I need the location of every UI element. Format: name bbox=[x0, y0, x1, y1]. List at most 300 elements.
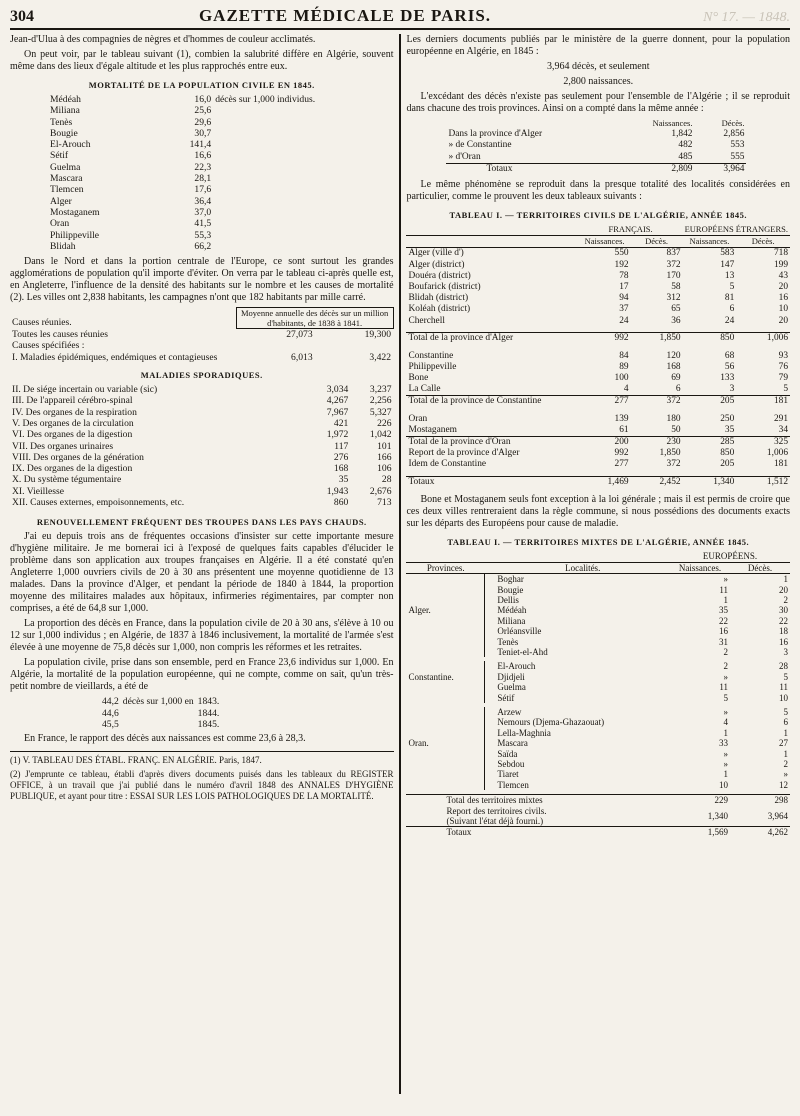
group-bracket bbox=[485, 749, 496, 759]
deaths-value: 28 bbox=[779, 661, 788, 672]
causes-table bbox=[10, 307, 394, 363]
table-row bbox=[10, 429, 394, 440]
col-provinces: Provinces. bbox=[406, 562, 484, 573]
empty-cell bbox=[406, 749, 484, 759]
rate-note: décès sur 1,000 en bbox=[122, 696, 194, 708]
births-total: 1,569 bbox=[670, 827, 730, 838]
locality-label: Philippeville bbox=[408, 361, 457, 372]
mortality-rate: 66,2 bbox=[194, 240, 212, 252]
table-row bbox=[406, 827, 790, 838]
table-row bbox=[406, 282, 790, 293]
table-row bbox=[10, 150, 394, 161]
locality-label: Sétif bbox=[497, 692, 515, 703]
total-sublabel: (Suivant l'état déjà fourni.) bbox=[446, 816, 544, 827]
births-value: » bbox=[723, 671, 728, 682]
locality-label: Cherchell bbox=[408, 315, 445, 326]
table-row bbox=[406, 384, 790, 396]
table-row bbox=[406, 436, 790, 448]
deaths-value: 6 bbox=[783, 717, 788, 728]
col-deaths: Décès. bbox=[730, 562, 790, 573]
table-row bbox=[10, 94, 394, 105]
rate-note: décès sur 1,000 individus. bbox=[215, 94, 316, 105]
empty-cell bbox=[406, 707, 484, 717]
rural-value: 5,327 bbox=[369, 406, 392, 418]
table-row bbox=[406, 780, 790, 790]
cause-label: II. De siége incertain ou variable (sic) bbox=[12, 384, 158, 396]
table-row bbox=[10, 230, 394, 241]
locality-label: Blidah (district) bbox=[408, 293, 469, 304]
group-bracket bbox=[485, 626, 496, 636]
table-row bbox=[406, 806, 790, 827]
births-value: » bbox=[723, 748, 728, 759]
births-line: 2,800 naissances. bbox=[563, 76, 634, 87]
french-births: 100 bbox=[614, 372, 629, 383]
group-europeans: EUROPÉENS. bbox=[702, 551, 758, 562]
year: 1844. bbox=[197, 707, 220, 719]
urban-value: 7,967 bbox=[326, 406, 349, 418]
table-row bbox=[406, 661, 790, 671]
table-row bbox=[10, 139, 394, 150]
place-name: Philippeville bbox=[50, 229, 100, 241]
foreign-deaths: 199 bbox=[773, 259, 788, 270]
group-bracket bbox=[485, 574, 496, 585]
table-row bbox=[406, 707, 790, 717]
causes-header: Moyenne annuelle des décès sur un million d'habitants, de 1838 à 1841. bbox=[236, 308, 393, 329]
locality-label: Tiaret bbox=[497, 769, 519, 780]
foreign-births: 6 bbox=[729, 304, 735, 315]
province-label: Constantine. bbox=[408, 671, 454, 682]
page-header bbox=[10, 6, 790, 30]
locality-label: La Calle bbox=[408, 384, 441, 395]
table-row bbox=[406, 637, 790, 647]
death-rate: 44,2 bbox=[102, 696, 119, 708]
group-bracket bbox=[485, 717, 496, 727]
french-births: 84 bbox=[619, 350, 629, 361]
births-value: 31 bbox=[719, 636, 728, 647]
province-label: Alger. bbox=[408, 605, 431, 616]
mortality-rate: 141,4 bbox=[189, 139, 212, 151]
french-births: 89 bbox=[619, 361, 629, 372]
empty-cell bbox=[406, 780, 484, 790]
rate-note bbox=[213, 139, 393, 150]
place-name: Sétif bbox=[50, 150, 69, 162]
locality-label: Idem de Constantine bbox=[408, 459, 487, 470]
foreign-births: 81 bbox=[724, 293, 735, 304]
table-row bbox=[406, 749, 790, 759]
births-value: 22 bbox=[719, 615, 728, 626]
cause-label: IX. Des organes de la digestion bbox=[12, 463, 133, 475]
births-value: » bbox=[723, 759, 728, 769]
group-bracket bbox=[485, 707, 496, 717]
french-deaths: 2,452 bbox=[631, 477, 683, 489]
table-row bbox=[406, 759, 790, 769]
table-row bbox=[446, 140, 746, 151]
group-bracket bbox=[485, 738, 496, 748]
deaths-value: 30 bbox=[779, 605, 788, 616]
french-births: 992 bbox=[614, 448, 629, 459]
deaths-value: 3 bbox=[783, 646, 788, 657]
urban-value: 421 bbox=[333, 417, 349, 429]
foreign-deaths: 181 bbox=[773, 459, 788, 470]
locality-label: Boufarick (district) bbox=[408, 282, 481, 293]
col-deaths: Décès. bbox=[736, 236, 790, 248]
table-row bbox=[10, 352, 393, 363]
rural-value: 19,300 bbox=[364, 329, 392, 341]
french-births: 1,469 bbox=[579, 477, 631, 489]
foreign-births: 205 bbox=[683, 396, 737, 408]
rural-value: 28 bbox=[381, 474, 392, 486]
french-births: 277 bbox=[614, 459, 629, 470]
table-row bbox=[10, 441, 394, 452]
deaths-value: 1 bbox=[783, 727, 788, 738]
empty-cell bbox=[406, 647, 484, 657]
births-value: 10 bbox=[719, 779, 728, 790]
table-row bbox=[10, 128, 394, 139]
paragraph: Bone et Mostaganem seuls font exception à la loi générale ; mais il est permis de croire que ces deux villes rentreraient dans la règle commune, si nous possédions des documents exacts sur les départs des Européens pour cause de maladie. bbox=[406, 494, 790, 530]
cause-label: IV. Des organes de la respiration bbox=[12, 406, 137, 418]
total-label: Total des territoires mixtes bbox=[406, 795, 670, 806]
foreign-births: 68 bbox=[724, 350, 735, 361]
col-births: Naissances. bbox=[683, 236, 737, 248]
mortality-rate: 22,3 bbox=[194, 161, 212, 173]
deaths-table bbox=[100, 696, 221, 730]
locality-label: Tlemcen bbox=[497, 779, 529, 790]
mortality-rate: 30,7 bbox=[194, 127, 212, 139]
mortality-rate: 36,4 bbox=[194, 195, 212, 207]
locality-label: Alger (ville d') bbox=[408, 248, 464, 259]
rate-note bbox=[121, 708, 196, 719]
mortality-rate: 25,6 bbox=[194, 105, 212, 117]
deaths-value: 5 bbox=[783, 706, 788, 717]
place-name: Bougie bbox=[50, 127, 78, 139]
table-row bbox=[406, 351, 790, 362]
foreign-deaths: 93 bbox=[778, 350, 788, 361]
french-deaths: 837 bbox=[666, 248, 681, 259]
mortality-rate: 37,0 bbox=[194, 206, 212, 218]
cause-label: VII. Des organes urinaires bbox=[12, 440, 114, 452]
table-row bbox=[406, 248, 790, 260]
footnotes bbox=[10, 751, 394, 802]
group-bracket bbox=[485, 693, 496, 703]
death-rate: 44,6 bbox=[102, 707, 119, 719]
empty-cell bbox=[406, 717, 484, 727]
locality-label: Saïda bbox=[497, 748, 518, 759]
province-label: Dans la province d'Alger bbox=[448, 129, 543, 140]
rate-note bbox=[213, 162, 393, 173]
table-row bbox=[406, 425, 790, 437]
causes-col-label: Causes réunies. bbox=[12, 317, 72, 329]
locality-label: Total de la province de Constantine bbox=[406, 396, 578, 408]
deaths-line: 3,964 décès, et seulement bbox=[547, 61, 650, 72]
group-bracket bbox=[485, 585, 496, 595]
urban-value: 117 bbox=[334, 440, 349, 452]
table-row bbox=[406, 595, 790, 605]
place-name: Oran bbox=[50, 218, 70, 230]
deaths-value: 12 bbox=[779, 779, 788, 790]
urban-value: 860 bbox=[333, 497, 349, 509]
province-label: » de Constantine bbox=[448, 140, 512, 151]
locality-label: El-Arouch bbox=[497, 661, 536, 672]
locality-label: Miliana bbox=[497, 615, 526, 626]
group-bracket bbox=[485, 780, 496, 790]
table-row bbox=[10, 486, 394, 497]
french-deaths: 69 bbox=[671, 372, 681, 383]
rate-note bbox=[213, 150, 393, 161]
left-column bbox=[10, 34, 394, 1094]
french-deaths: 1,850 bbox=[631, 333, 683, 345]
empty-cell bbox=[406, 693, 484, 703]
foreign-births: 13 bbox=[724, 270, 735, 281]
col-deaths: Décès. bbox=[631, 236, 683, 248]
deaths-value: 2,856 bbox=[723, 129, 745, 140]
foreign-deaths: 16 bbox=[778, 293, 788, 304]
paragraph: Les derniers documents publiés par le ministère de la guerre donnent, pour la population européenne en Algérie, en 1845 : bbox=[406, 34, 790, 57]
foreign-births: 147 bbox=[720, 259, 735, 270]
foreign-deaths: 43 bbox=[778, 270, 788, 281]
births-value: 1 bbox=[723, 727, 728, 738]
rate-note bbox=[213, 184, 393, 195]
mixed-territories-table bbox=[406, 551, 790, 838]
births-value: 5 bbox=[723, 692, 728, 703]
french-deaths: 1,850 bbox=[659, 448, 681, 459]
table-row bbox=[10, 407, 394, 418]
table-row bbox=[406, 316, 790, 327]
table-row bbox=[406, 477, 790, 489]
empty-cell bbox=[406, 759, 484, 769]
col-births: Naissances. bbox=[670, 562, 730, 573]
place-name: Médéah bbox=[50, 94, 81, 105]
rural-value: 3,422 bbox=[369, 351, 392, 363]
paragraph: La population civile, prise dans son ensemble, perd en France 23,6 individus sur 1,000. En Algérie, la mortalité de la population européenne, qui ne compte, comme on sait, qu'un très-petit nombre de vieillards, a été de bbox=[10, 657, 394, 693]
total-label: Totaux bbox=[406, 827, 670, 838]
cause-label: XII. Causes externes, empoisonnements, etc. bbox=[12, 497, 185, 509]
table-row bbox=[100, 708, 221, 719]
deaths-value: 1 bbox=[783, 574, 788, 585]
table-row bbox=[10, 384, 394, 395]
group-bracket bbox=[485, 728, 496, 738]
journal-title: GAZETTE MÉDICALE DE PARIS. bbox=[198, 6, 492, 25]
locality-label: Teniet-el-Ahd bbox=[497, 646, 548, 657]
place-name: Mascara bbox=[50, 173, 83, 185]
total-label: Report des territoires civils. (Suivant l'état déjà fourni.) bbox=[406, 806, 670, 827]
cause-label: III. De l'appareil cérébro-spinal bbox=[12, 395, 133, 407]
births-value: 33 bbox=[719, 738, 728, 749]
table-row bbox=[446, 152, 746, 164]
births-value: 4 bbox=[723, 717, 728, 728]
locality-label: Tenès bbox=[497, 636, 519, 647]
table-row bbox=[406, 574, 790, 585]
table-row bbox=[406, 333, 790, 345]
deaths-value: 1 bbox=[783, 748, 788, 759]
deaths-total: 298 bbox=[730, 795, 790, 806]
right-column bbox=[406, 34, 790, 1094]
col-births: Naissances. bbox=[652, 118, 693, 128]
foreign-births: 133 bbox=[720, 372, 735, 383]
table-row bbox=[10, 474, 394, 485]
locality-label: Bougie bbox=[497, 584, 524, 595]
french-deaths: 120 bbox=[666, 350, 681, 361]
births-value: 1,842 bbox=[671, 129, 693, 140]
table-row bbox=[10, 184, 394, 195]
rate-note bbox=[213, 173, 393, 184]
group-bracket bbox=[485, 682, 496, 692]
total-births: 2,809 bbox=[642, 163, 694, 175]
table-row bbox=[100, 696, 221, 707]
group-bracket bbox=[485, 672, 496, 682]
births-value: 35 bbox=[719, 605, 728, 616]
empty-cell bbox=[406, 769, 484, 779]
locality-label: Bone bbox=[408, 372, 429, 383]
rural-value: 166 bbox=[377, 451, 392, 463]
table-row bbox=[10, 196, 394, 207]
locality-label: Report de la province d'Alger bbox=[408, 448, 520, 459]
locality-label: Mascara bbox=[497, 738, 528, 749]
table-row bbox=[406, 605, 790, 615]
french-deaths: 6 bbox=[675, 384, 681, 395]
french-births: 992 bbox=[579, 333, 631, 345]
locality-label: Arzew bbox=[497, 706, 522, 717]
deaths-value: 11 bbox=[779, 682, 788, 693]
french-deaths: 65 bbox=[671, 304, 681, 315]
deaths-value: 20 bbox=[779, 584, 788, 595]
deaths-value: 16 bbox=[779, 636, 788, 647]
births-value: 482 bbox=[678, 140, 693, 151]
urban-value: 1,943 bbox=[326, 485, 349, 497]
table-row bbox=[10, 452, 394, 463]
french-deaths: 372 bbox=[666, 459, 681, 470]
urban-value: 1,972 bbox=[326, 429, 349, 441]
paragraph: On peut voir, par le tableau suivant (1), combien la salubrité diffère en Algérie, souvent même dans des lieux d'égale altitude et les plus rapprochés entre eux. bbox=[10, 49, 394, 72]
section-heading: MORTALITÉ DE LA POPULATION CIVILE EN 1845. bbox=[88, 80, 315, 90]
table-row bbox=[406, 693, 790, 703]
foreign-births: 24 bbox=[724, 315, 735, 326]
french-births: 61 bbox=[619, 424, 629, 435]
french-births: 192 bbox=[614, 259, 629, 270]
deaths-total: 4,262 bbox=[730, 827, 790, 838]
place-name: Miliana bbox=[50, 105, 80, 117]
group-bracket bbox=[485, 616, 496, 626]
rural-value: 713 bbox=[377, 497, 392, 509]
french-births: 4 bbox=[623, 384, 629, 395]
deaths-value: 553 bbox=[730, 140, 745, 151]
cause-label: VI. Des organes de la digestion bbox=[12, 429, 133, 441]
table-row bbox=[406, 616, 790, 626]
place-name: Tenès bbox=[50, 116, 73, 128]
foreign-births: 3 bbox=[729, 384, 735, 395]
foreign-deaths: 1,512 bbox=[736, 477, 790, 489]
table-row bbox=[406, 373, 790, 384]
births-value: 16 bbox=[719, 626, 728, 637]
province-table bbox=[446, 118, 746, 175]
foreign-births: 850 bbox=[720, 448, 735, 459]
births-value: 11 bbox=[719, 584, 728, 595]
paragraph: Jean-d'Ulua à des compagnies de nègres et d'hommes de couleur acclimatés. bbox=[10, 34, 316, 45]
cause-label: I. Maladies épidémiques, endémiques et contagieuses bbox=[12, 351, 218, 363]
births-value: » bbox=[723, 574, 728, 585]
table-row bbox=[10, 340, 393, 351]
foreign-births: 850 bbox=[683, 333, 737, 345]
page-number: 304 bbox=[10, 8, 34, 25]
table-row bbox=[10, 117, 394, 128]
foreign-births: 5 bbox=[729, 282, 735, 293]
rate-note bbox=[213, 207, 393, 218]
place-name: Tlemcen bbox=[50, 184, 84, 196]
table-row bbox=[406, 585, 790, 595]
french-deaths: 180 bbox=[666, 413, 681, 424]
mortality-rate: 16,0 bbox=[194, 94, 212, 105]
births-value: » bbox=[723, 706, 728, 717]
locality-label: Mostaganem bbox=[408, 424, 457, 435]
foreign-births: 205 bbox=[720, 459, 735, 470]
urban-value: 276 bbox=[333, 451, 349, 463]
mortality-table bbox=[10, 94, 394, 252]
foreign-deaths: 76 bbox=[778, 361, 788, 372]
table-title: TABLEAU I. — TERRITOIRES MIXTES DE L'ALGÉRIE, ANNÉE 1845. bbox=[447, 537, 750, 548]
column-rule bbox=[399, 34, 402, 1094]
paragraph: Dans le Nord et dans la portion centrale de l'Europe, ce sont surtout les grandes agglomérations de population qu'il importe d'éviter. On verra par le tableau ci-après quelle est, en Angleterre, l'influence de la densité des habitants sur le nombre et les causes de mortalité (2). Les villes ont 2,838 habitants, les campagnes n'ont que 182 habitants par mille carré. bbox=[10, 256, 394, 304]
table-row bbox=[406, 414, 790, 425]
empty-cell bbox=[406, 616, 484, 626]
rate-note bbox=[213, 128, 393, 139]
deaths-value: 555 bbox=[730, 151, 745, 162]
table-row bbox=[406, 626, 790, 636]
mortality-rate: 17,6 bbox=[194, 184, 212, 196]
table-row bbox=[406, 672, 790, 682]
paragraph: En France, le rapport des décès aux naissances est comme 23,6 à 28,3. bbox=[24, 733, 306, 745]
rate-note bbox=[213, 196, 393, 207]
deaths-value: » bbox=[783, 769, 788, 780]
sporadic-table bbox=[10, 384, 394, 508]
rate-note bbox=[213, 230, 393, 241]
locality-label: Douéra (district) bbox=[408, 270, 471, 281]
foreign-deaths: 79 bbox=[778, 372, 788, 383]
foreign-deaths: 181 bbox=[736, 396, 790, 408]
deaths-value: 2 bbox=[783, 594, 788, 605]
year: 1845. bbox=[197, 718, 220, 730]
foreign-deaths: 291 bbox=[773, 413, 788, 424]
group-bracket bbox=[485, 661, 496, 671]
foreign-deaths: 34 bbox=[778, 424, 788, 435]
births-value: 1 bbox=[723, 594, 728, 605]
french-deaths: 50 bbox=[671, 424, 681, 435]
locality-label: Médéah bbox=[497, 605, 527, 616]
births-total: 229 bbox=[670, 795, 730, 806]
cause-label: XI. Vieillesse bbox=[12, 485, 65, 497]
table-title: TABLEAU I. — TERRITOIRES CIVILS DE L'ALGÉRIE, ANNÉE 1845. bbox=[449, 210, 747, 221]
locality-label: Boghar bbox=[497, 574, 524, 585]
urban-value bbox=[236, 340, 314, 351]
table-row bbox=[406, 795, 790, 806]
group-foreign: EUROPÉENS ÉTRANGERS. bbox=[684, 224, 788, 235]
foreign-births: 285 bbox=[683, 436, 737, 448]
empty-cell bbox=[406, 574, 484, 585]
french-births: 277 bbox=[579, 396, 631, 408]
table-row bbox=[406, 293, 790, 304]
table-row bbox=[10, 395, 394, 406]
urban-value: 3,034 bbox=[326, 384, 349, 396]
locality-label: Oran bbox=[408, 413, 428, 424]
locality-label: Sebdou bbox=[497, 759, 525, 769]
french-deaths: 312 bbox=[666, 293, 681, 304]
foreign-deaths: 20 bbox=[778, 315, 788, 326]
mortality-rate: 28,1 bbox=[194, 173, 212, 185]
french-deaths: 170 bbox=[666, 270, 681, 281]
table-row bbox=[10, 463, 394, 474]
empty-cell bbox=[406, 661, 484, 671]
births-value: 2 bbox=[723, 661, 728, 672]
empty-cell bbox=[406, 595, 484, 605]
french-deaths: 168 bbox=[666, 361, 681, 372]
